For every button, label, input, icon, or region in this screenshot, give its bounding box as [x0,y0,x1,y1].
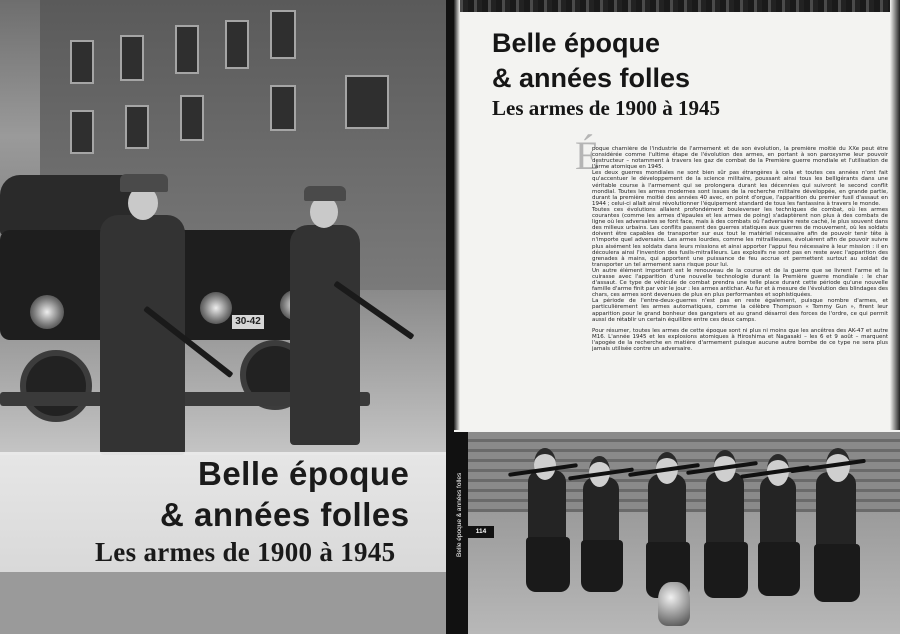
left-subtitle: Les armes de 1900 à 1945 [95,537,396,567]
fedora-hat [120,174,168,192]
building-window [125,105,149,149]
book-gutter [446,0,454,634]
left-title-line2: & années folles [160,496,410,533]
building-window [270,85,296,131]
woman-skirt [758,542,800,596]
paragraph: Toutes ces évolutions allaient profondément bouleverser les techniques de combat, où les armes courantes (comme les armes d'épaules et les armes de poing) s'adaptèrent non plus à des combats de ligne où les adversaires se font face, mais à des combats où l'adversaire reste caché, le plus souvent dans des milieux urbains. Les conflits passent des guerres statiques aux guerres de mouvement, où les soldats doivent être capables de transporter sur eux tout le matériel nécessaire afin de pouvoir tenir tête à n'importe quel adversaire. Les armes lourdes, comme les mitrailleuses, évoluèrent afin de pouvoir suivre plus aisément les soldats dans leurs missions et ainsi apporter l'appui feu nécessaire à leur mission : il en découlera ainsi l'invention des fusils-mitrailleurs. Les explosifs ne sont pas en reste avec l'apparition des grenades à mains, qui apportent une puissance de feu accrue et permettent surtout au soldat de transporter un tel armement sans risque pour lui. [592,206,888,268]
paragraph: La période de l'entre-deux-guerres n'est pas en reste également, puisque nombre d'armes, et particulièrement les armes automatiques, comme la célèbre Thompson « Tommy Gun », firent leur apparition pour le grand bonheur des gangsters et au grand désarroi des forces de l'ordre, ce qui permit aussi de rétablir un certain équilibre entre ces deux camps. [592,298,888,323]
building-window [345,75,389,129]
left-page [0,0,446,634]
woman-skirt [704,542,748,598]
women-shooting-team-photo [468,432,900,634]
woman-skirt [581,540,623,592]
building-window [120,35,144,81]
paragraph: Les deux guerres mondiales ne sont bien sûr pas étrangères à cela et toutes ces années n'ont fait qu'accentuer le développement de la science militaire, poussant ainsi tous les belligérants dans une véritable course à l'armement qui se prolongera durant les décennies qui suivront le second conflit mondial. Toutes les armes modernes sont issues de la recherche militaire développée, en grande partie, durant la première moitié des années 40 avec, en point d'orgue, l'apparition du premier fusil d'assaut en 1944 ; celui-ci allait ainsi révolutionner l'équipement standard de tous les fantassins à travers le monde. [592,170,888,207]
gangster-figure-right [290,225,360,445]
gangster-car-photo [0,0,446,455]
right-subtitle: Les armes de 1900 à 1945 [492,96,721,120]
woman-shooter [528,470,566,540]
page-bottom-texture [0,572,446,634]
paragraph: poque charnière de l'industrie de l'armement et de son évolution, la première moitié du XXe peut être considérée comme l'ultime étape de l'évolution des armes, en portant à son paroxysme leur pouvoir destructeur – notamment à travers les gaz de combat de la Première guerre mondiale et l'utilisation de l'arme atomique en 1945. [592,146,888,171]
fedora-hat [304,186,346,201]
building-window [175,25,199,74]
building-window [180,95,204,141]
gangster-figure-left [100,215,185,455]
chapter-side-label: Belle époque & années folles [456,472,463,558]
car-wheel [20,350,92,422]
paragraph: Pour résumer, toutes les armes de cette époque sont ni plus ni moins que les ancêtres des AK-47 et autre M16. L'année 1945 et les explosions atomiques à Hiroshima et Nagasaki – les 6 et 9 août – marquent l'apogée de la recherche en matière d'armement puisque aucune autre bombe de ce type ne sera plus jamais utilisée contre un adversaire. [592,327,888,352]
woman-shooter [706,472,744,546]
woman-skirt [526,537,570,592]
left-title-line1: Belle époque [198,455,410,492]
trophy-cup [658,582,690,626]
license-plate: 30-42 [232,315,264,329]
article-body [592,146,888,432]
grunge-border [454,0,460,430]
building-window [70,110,94,154]
right-title-line2: & années folles [492,63,691,93]
woman-shooter [760,476,796,546]
paragraph: Un autre élément important est le renouveau de la course et de la guerre que se livrent l'arme et la cuirasse avec l'apparition d'une nouvelle technologie durant la Première guerre mondiale : le char d'assaut. Ce type de véhicule de combat prendra une telle place durant cette période qu'une nouvelle famille d'arme finit par voir le jour : les armes antichar. Au fur et à mesure de l'évolution des blindages des chars, ces armes sont devenues de plus en plus performantes et sophistiquées. [592,267,888,299]
grunge-border [454,0,900,12]
building-window [70,40,94,84]
right-title-line1: Belle époque [492,28,661,58]
building-window [225,20,249,69]
drop-cap: É [575,133,600,178]
grunge-border [890,0,900,430]
woman-skirt [814,544,860,602]
woman-shooter [648,474,686,546]
building-window [270,10,296,59]
page-number: 114 [468,526,494,538]
woman-shooter [816,472,856,548]
headlamp [30,295,64,329]
woman-head [534,448,556,480]
headlamp [200,292,232,324]
right-page [454,0,900,634]
woman-shooter [583,477,619,543]
